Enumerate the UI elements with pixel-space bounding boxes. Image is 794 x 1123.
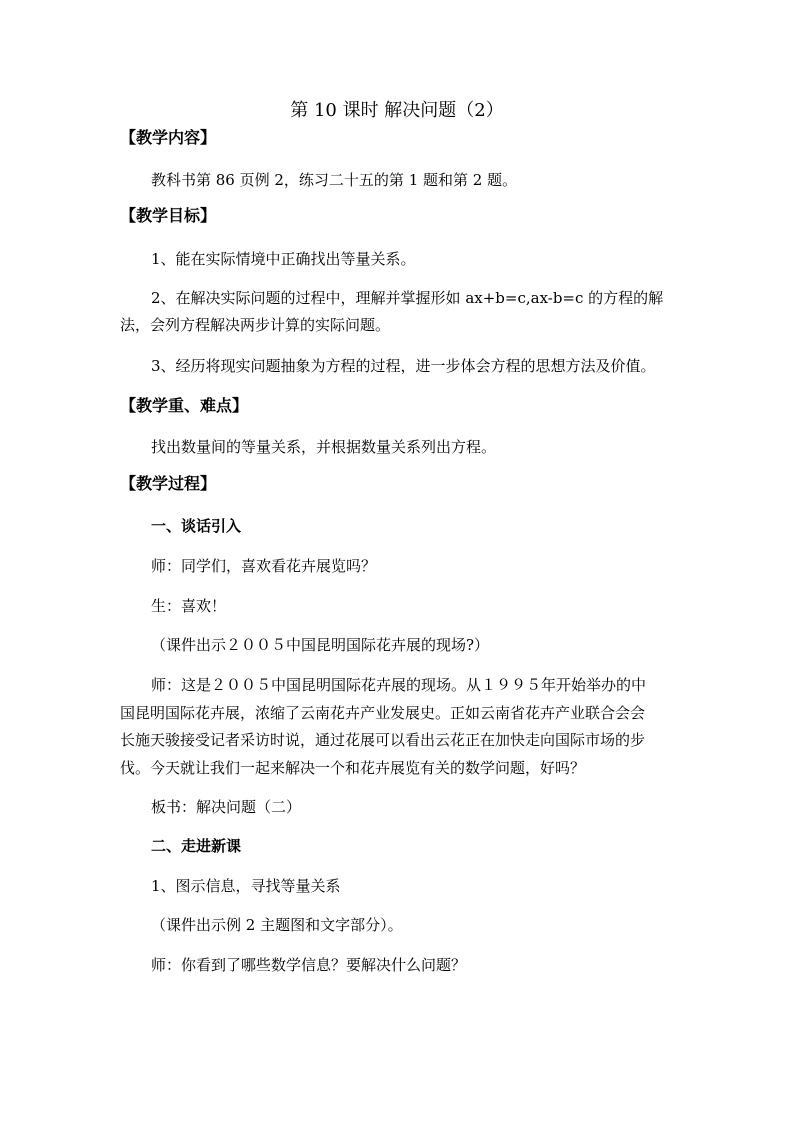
dialogue-teacher-2-line-1: 师：这是２００５中国昆明国际花卉展的现场。从１９９５年开始举办的中	[151, 676, 647, 694]
process-part-2: 二、走进新课	[151, 837, 242, 855]
goal-item-3: 3、经历将现实问题抽象为方程的过程，进一步体会方程的思想方法及价值。	[151, 357, 656, 375]
step-1: 1、图示信息，寻找等量关系	[151, 877, 341, 895]
goal-item-1: 1、能在实际情境中正确找出等量关系。	[151, 250, 416, 268]
keypoints-text: 找出数量间的等量关系，并根据数量关系列出方程。	[151, 438, 497, 456]
dialogue-teacher-3: 师：你看到了哪些数学信息？要解决什么问题？	[151, 956, 467, 974]
dialogue-teacher-2-line-3: 长施天骏接受记者采访时说，通过花展可以看出云花正在加快走向国际市场的步	[120, 731, 646, 749]
process-part-1: 一、谈话引入	[151, 517, 242, 535]
dialogue-student-1: 生：喜欢！	[151, 597, 227, 615]
dialogue-teacher-1: 师：同学们，喜欢看花卉展览吗？	[151, 557, 377, 575]
heading-goals: 【教学目标】	[120, 206, 217, 225]
dialogue-teacher-2-line-2: 国昆明国际花卉展，浓缩了云南花卉产业发展史。正如云南省花卉产业联合会会	[120, 704, 646, 722]
dialogue-teacher-2-line-4: 伐。今天就让我们一起来解决一个和花卉展览有关的数学问题，好吗？	[120, 759, 586, 777]
goal-item-2-line-1: 2、在解决实际问题的过程中，理解并掌握形如 ax+b=c,ax-b=c 的方程的解	[151, 289, 664, 307]
heading-content: 【教学内容】	[120, 128, 217, 147]
board-writing: 板书：解决问题（二）	[151, 798, 302, 816]
page-title: 第 10 课时 解决问题（2）	[290, 100, 504, 121]
goal-item-2-line-2: 法，会列方程解决两步计算的实际问题。	[120, 316, 391, 334]
courseware-note-1: （课件出示２００５中国昆明国际花卉展的现场?）	[151, 636, 490, 654]
heading-process: 【教学过程】	[120, 474, 217, 493]
heading-keypoints: 【教学重、难点】	[120, 396, 249, 415]
content-text: 教科书第 86 页例 2，练习二十五的第 1 题和第 2 题。	[151, 171, 518, 189]
courseware-note-2: （课件出示例 2 主题图和文字部分）。	[151, 916, 403, 934]
